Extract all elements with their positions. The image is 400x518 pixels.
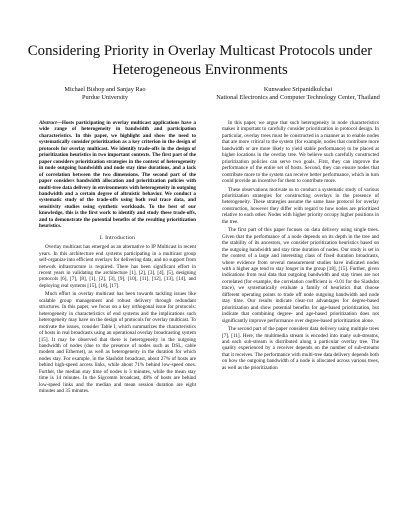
author-affiliation: Purdue University [82,93,128,101]
left-column [39,120,196,397]
section-heading: I. Introduction [99,234,136,241]
right-column [222,120,379,373]
author-block-2 [198,86,398,102]
paragraph: The first part of this paper focuses on data delivery using single trees. Given that the performance of a node depends on its depth in the tree and the stability of its ancestors, we consider prioritization heuristics based on the outgoing bandwidth and stay time duration of nodes. Our study is set in the context of a large and interesting class of fixed duration broadcasts, where evidence from several measurement studies have indicated nodes with a higher age tend to stay longer in the group [18], [15]. Further, given indications from real data that outgoing bandwidth and stay times are not correlated (for example, the correlation coefficient is -0.01 for the Slashdot trace), we systematically evaluate a family of heuristics that choose different operating points to trade off node outgoing bandwidth and node stay time. Our results indicate clear-cut advantages for degree-based prioritization and show potential benefits for age-based prioritization, but indicate that combining degree- and age-based prioritization does not significantly improve performance over degree-based prioritization alone. [222,227,379,324]
paragraph: In this paper, we argue that such heterogeneity in node characteristics makes it important to carefully consider prioritization in protocol design. In particular, overlay trees must be constructed in a manner as to enable nodes that are more critical to the system (for example, nodes that contribute more bandwidth or are more likely to yield stable performance) to be placed at higher locations in the overlay tree. We believe such carefully constructed prioritization policies can serve two goals. First, they can improve the performance of the entire set of hosts. Second, they can ensure nodes that contribute more to the system can receive better performance, which in turn could provide an incentive for them to contribute more. [222,120,379,185]
paragraph: Overlay multicast has emerged as an alternative to IP Multicast in recent years. In this architecture end systems participating in a multicast group self-organize into efficient overlays for delivering data, and no support from network infrastructure is required. There has been significant effort in recent years in validating the architecture [1], [2], [3], [4], [5], designing protocols [6], [7], [8], [1], [2], [3], [9], [10], [11], [12], [13], [14], and deploying real systems [15], [16], [17]. [39,244,196,289]
abstract [39,120,196,230]
author-names: Kunwadee Sripanidkulchai [263,86,333,93]
author-affiliation: National Electronics and Computer Technology Center, Thailand [216,93,380,101]
author-names: Michael Bishop and Sanjay Rao [64,86,146,93]
paragraph: These observations motivate us to conduct a systematic study of various prioritization strategies for constructing overlays in the presence of heterogeneity. These strategies assume the same base protocol for overlay construction, however they differ with regard to how nodes are prioritized relative to each other. Nodes with higher priority occupy higher positions in the tree. [222,186,379,225]
abstract-lead: Abstract— [39,120,62,126]
abstract-body: Hosts participating in overlay multicast applications have a wide range of heterogeneity in bandwidth and participation characteristics. In this paper, we highlight and show the need to systematically consider prioritization as a key criterion in the design of protocols for overlay multicast. We identify trade-offs in the design of prioritization heuristics in two important contexts. The first part of the paper considers prioritization strategies in the context of heterogeneity in node outgoing bandwidth and node stay time durations, and a lack of correlation between the two dimensions. The second part of the paper considers bandwidth allocation and prioritization policies with multi-tree data delivery in environments with heterogeneity in outgoing bandwidth and a certain degree of altruistic behavior. We conduct a systematic study of the trade-offs using both real trace data, and sensitivity studies using synthetic workloads. To the best of our knowledge, this is the first work to identify and study these trade-offs, and to demonstrate the potential benefits of the resulting prioritization heuristics. [39,120,196,230]
paragraph: The second part of the paper considers data delivery using multiple trees [7], [11]. Here, the multimedia stream is encoded into many sub-streams, and each sub-stream is distributed along a particular overlay tree. The quality experienced by a receiver depends on the number of sub-streams that it receives. The performance with multi-tree data delivery depends both on how the outgoing bandwidth of a node is allocated across various trees, as well as the prioritization [222,326,379,371]
paper-title: Considering Priority in Overlay Multicast Protocols under Heterogeneous Environments [27,43,373,78]
author-block-1 [40,86,170,102]
paragraph: Much effort in overlay multicast has been towards tackling issues like scalable group management and robust delivery through redundant structures. In this paper, we focus on a key orthogonal issue for protocols: heterogeneity in characteristics of end systems and the implications such heterogeneity may have on the design of protocols for overlay multicast. To motivate the issues, consider Table I, which summarizes the characteristics of hosts in real broadcasts using an operational overlay broadcasting system [15]. It may be observed that there is heterogeneity in the outgoing bandwidth of nodes (due to the presence of nodes such as DSL, cable modem and Ethernet), as well as heterogeneity in the duration for which nodes stay. For example, in the Slashdot broadcast, about 27% of hosts are behind high-speed access links, while about 71% behind low-speed ones. Further, the median stay time of nodes is 3 minutes, while the mean stay time is 14 minutes. In the Sigcomm broadcast, 48% of hosts are behind low-speed links and the median and mean session duration are eight minutes and 35 minutes. [39,291,196,395]
